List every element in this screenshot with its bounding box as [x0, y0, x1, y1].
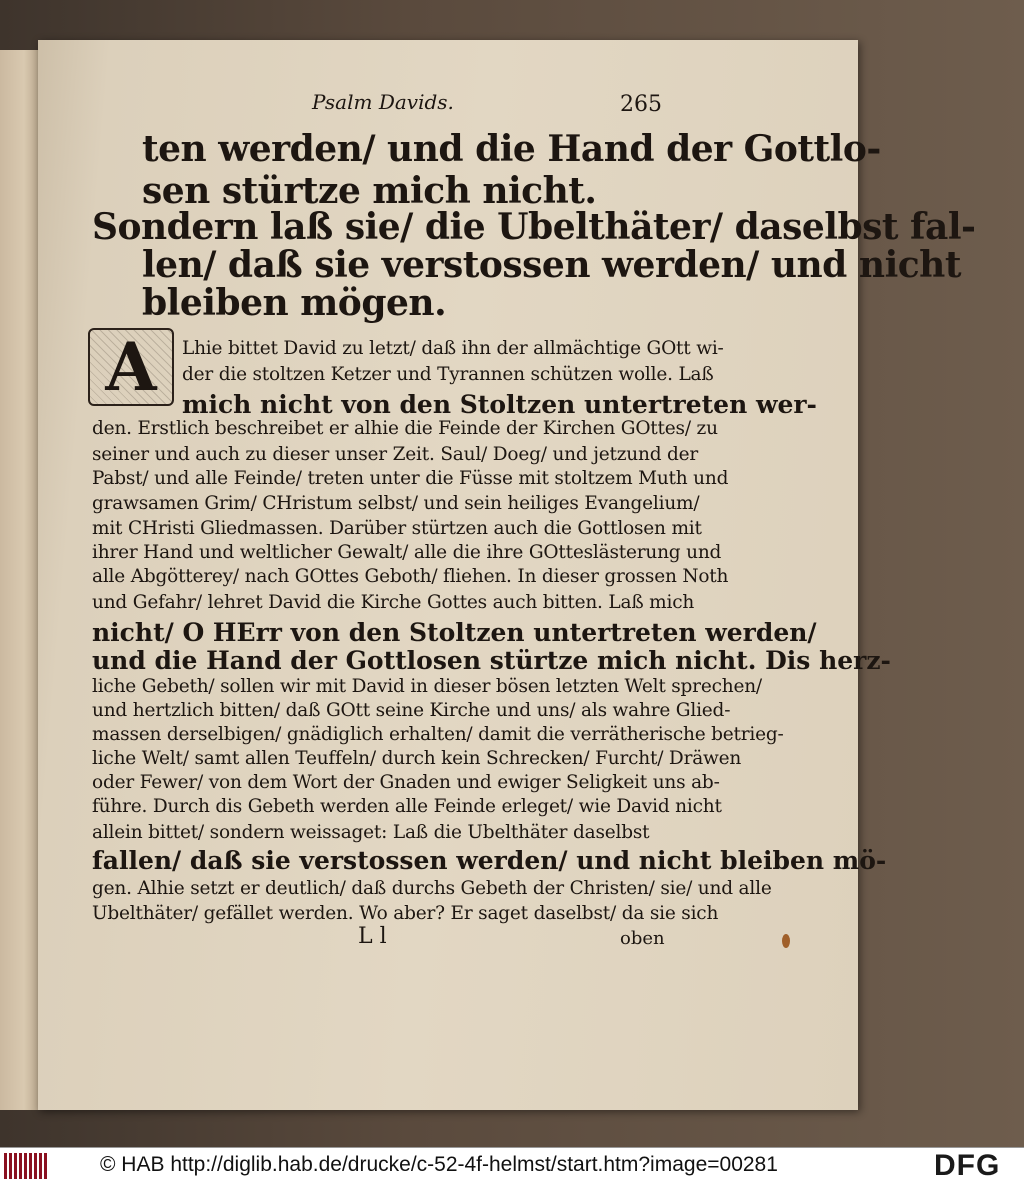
body-line: und Gefahr/ lehret David die Kirche Gottes auch bitten. Laß mich [92, 592, 695, 613]
facing-page-edge [0, 50, 41, 1110]
body-line: und die Hand der Gottlosen stürtze mich nicht. Dis herz- [92, 646, 891, 675]
body-line: der die stoltzen Ketzer und Tyrannen schützen wolle. Laß [182, 364, 714, 385]
body-line: massen derselbigen/ gnädiglich erhalten/ damit die verrätherische betrieg- [92, 724, 784, 745]
verse-line: len/ daß sie verstossen werden/ und nicht [142, 244, 961, 286]
verse-line: sen stürtze mich nicht. [142, 170, 597, 212]
running-head: Psalm Davids. [312, 90, 454, 114]
body-line: den. Erstlich beschreibet er alhie die Feinde der Kirchen GOttes/ zu [92, 418, 718, 439]
body-line: liche Welt/ samt allen Teuffeln/ durch kein Schrecken/ Furcht/ Dräwen [92, 748, 742, 769]
paper-stain [782, 934, 790, 948]
body-line: mich nicht von den Stoltzen untertreten wer- [182, 390, 817, 419]
barcode-icon [4, 1153, 48, 1179]
body-line: grawsamen Grim/ CHristum selbst/ und sein heiliges Evangelium/ [92, 493, 700, 514]
verse-line: Sondern laß sie/ die Ubelthäter/ daselbst fal- [92, 206, 976, 248]
body-line: Ubelthäter/ gefället werden. Wo aber? Er saget daselbst/ da sie sich [92, 903, 719, 924]
body-line: fallen/ daß sie verstossen werden/ und nicht bleiben mö- [92, 846, 887, 875]
body-line: ihrer Hand und weltlicher Gewalt/ alle die ihre GOtteslästerung und [92, 542, 722, 563]
body-line: mit CHristi Gliedmassen. Darüber stürtzen auch die Gottlosen mit [92, 518, 702, 539]
verse-line: bleiben mögen. [142, 282, 447, 324]
dfg-logo: DFG [934, 1149, 1001, 1182]
body-line: seiner und auch zu dieser unser Zeit. Saul/ Doeg/ und jetzund der [92, 444, 699, 465]
signature-mark: L l [358, 924, 387, 949]
body-line: oder Fewer/ von dem Wort der Gnaden und ewiger Seligkeit uns ab- [92, 772, 720, 793]
verse-line: ten werden/ und die Hand der Gottlo- [142, 128, 881, 170]
body-line: gen. Alhie setzt er deutlich/ daß durchs Gebeth der Christen/ sie/ und alle [92, 878, 772, 899]
body-line: alle Abgötterey/ nach GOttes Geboth/ fliehen. In dieser grossen Noth [92, 566, 729, 587]
body-line: Pabst/ und alle Feinde/ treten unter die Füsse mit stoltzem Muth und [92, 468, 729, 489]
copyright-link[interactable]: © HAB http://diglib.hab.de/drucke/c-52-4f-helmst/start.htm?image=00281 [100, 1153, 778, 1176]
catchword: oben [620, 928, 665, 949]
body-line: und hertzlich bitten/ daß GOtt seine Kirche und uns/ als wahre Glied- [92, 700, 731, 721]
body-line: allein bittet/ sondern weissaget: Laß die Ubelthäter daselbst [92, 822, 650, 843]
decorated-initial: A [88, 328, 174, 406]
body-line: nicht/ O HErr von den Stoltzen untertreten werden/ [92, 618, 817, 647]
body-line: Lhie bittet David zu letzt/ daß ihn der allmächtige GOtt wi- [182, 338, 724, 359]
page-number: 265 [620, 92, 662, 117]
body-line: führe. Durch dis Gebeth werden alle Feinde erleget/ wie David nicht [92, 796, 722, 817]
body-line: liche Gebeth/ sollen wir mit David in dieser bösen letzten Welt sprechen/ [92, 676, 762, 697]
